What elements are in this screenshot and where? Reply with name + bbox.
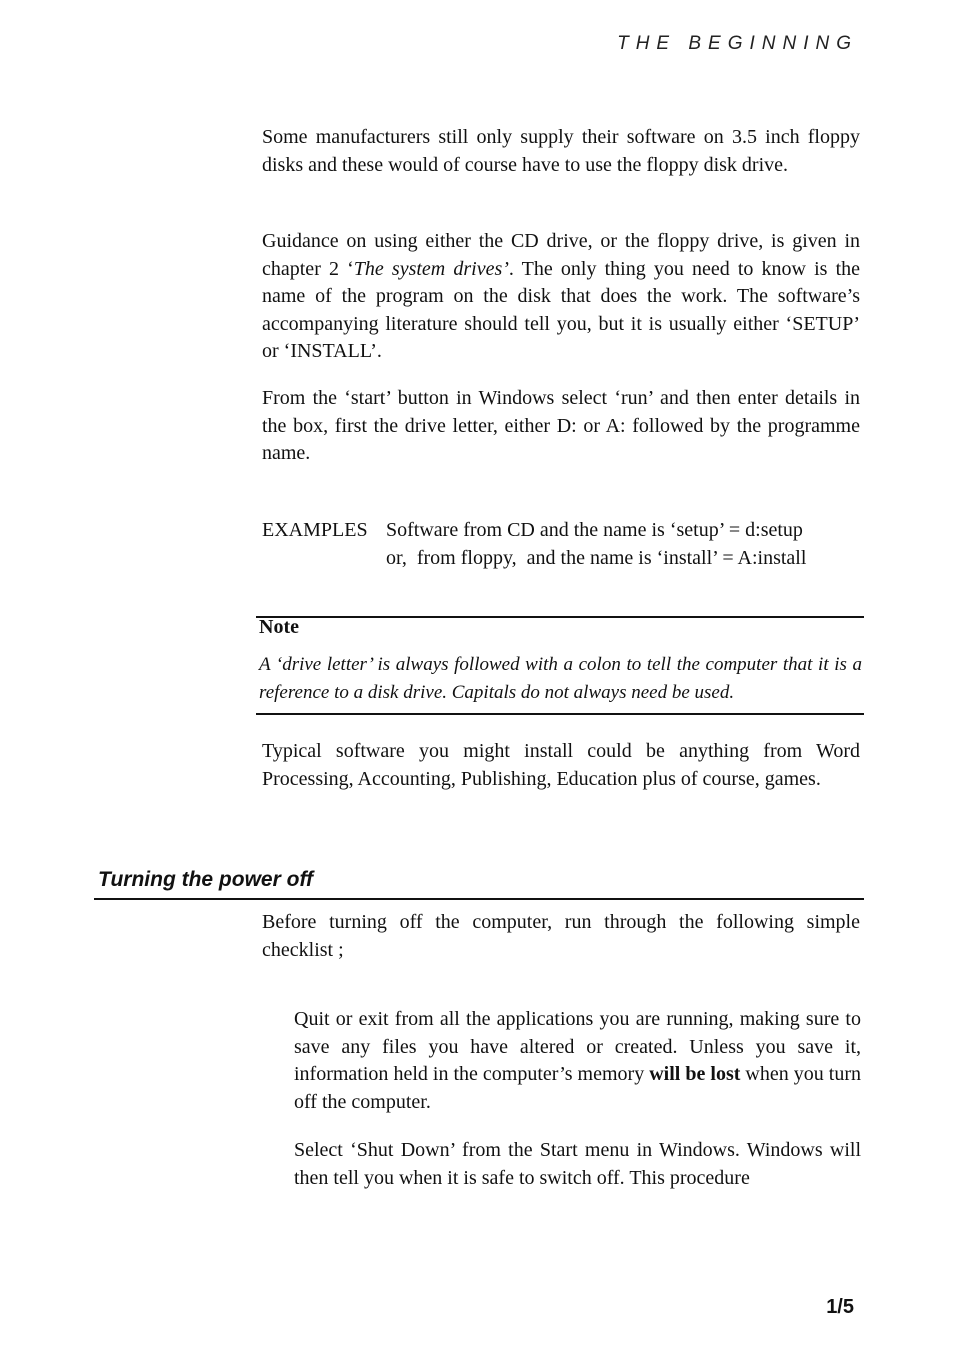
running-head: THE BEGINNING (617, 33, 858, 54)
example-line-cd: Software from CD and the name is ‘setup’ = d:setup (386, 519, 803, 541)
note-bottom-rule (256, 713, 864, 715)
note-title: Note (259, 616, 299, 638)
example-line-floppy: or, from floppy, and the name is ‘install’ = A:install (386, 547, 807, 569)
section-heading-rule (94, 898, 864, 900)
examples-label: EXAMPLES (262, 519, 368, 541)
paragraph-guidance-text-start: Guidance on using either the CD drive, or the floppy drive, is given in chapter 2 ‘ (262, 230, 860, 280)
checklist-item-shut-down: Select ‘Shut Down’ from the Start menu in Windows. Windows will then tell you when it is safe to switch off. This procedure (294, 1139, 861, 1189)
checklist-item-quit-apps-text-start: Quit or exit from all the applications you are running, making sure to save any files you have altered or created. Unless you save it, information held in the computer’s memory (294, 1008, 861, 1085)
note-body: A ‘drive letter’ is always followed with a colon to tell the computer that it is a reference to a disk drive. Capitals do not always need be used. (259, 654, 862, 703)
checklist-item-quit-apps (294, 1006, 861, 1116)
paragraph-typical-software: Typical software you might install could be anything from Word Processing, Accounting, Publishing, Education plus of course, games. (262, 740, 860, 790)
page-number: 1/5 (826, 1296, 854, 1318)
paragraph-guidance (262, 228, 860, 366)
section-heading: Turning the power off (98, 868, 314, 891)
section-intro: Before turning off the computer, run through the following simple checklist ; (262, 911, 860, 961)
chapter-title-reference: The system drives’ (353, 257, 509, 280)
paragraph-run-instructions: From the ‘start’ button in Windows select ‘run’ and then enter details in the box, first the drive letter, either D: or A: followed by the programme name. (262, 387, 860, 464)
note-top-rule (256, 616, 864, 618)
emphasis-will-be-lost: will be lost (649, 1063, 741, 1085)
paragraph-floppy-disks: Some manufacturers still only supply their software on 3.5 inch floppy disks and these would of course have to use the floppy disk drive. (262, 126, 860, 176)
checklist-item-quit-apps-text-end: when you turn off the computer. (294, 1063, 861, 1113)
paragraph-guidance-text-end: . The only thing you need to know is the name of the program on the disk that does the work. The software’s accompanying literature should tell you, but it is usually either ‘SETUP’ or ‘INSTALL’. (262, 257, 861, 362)
